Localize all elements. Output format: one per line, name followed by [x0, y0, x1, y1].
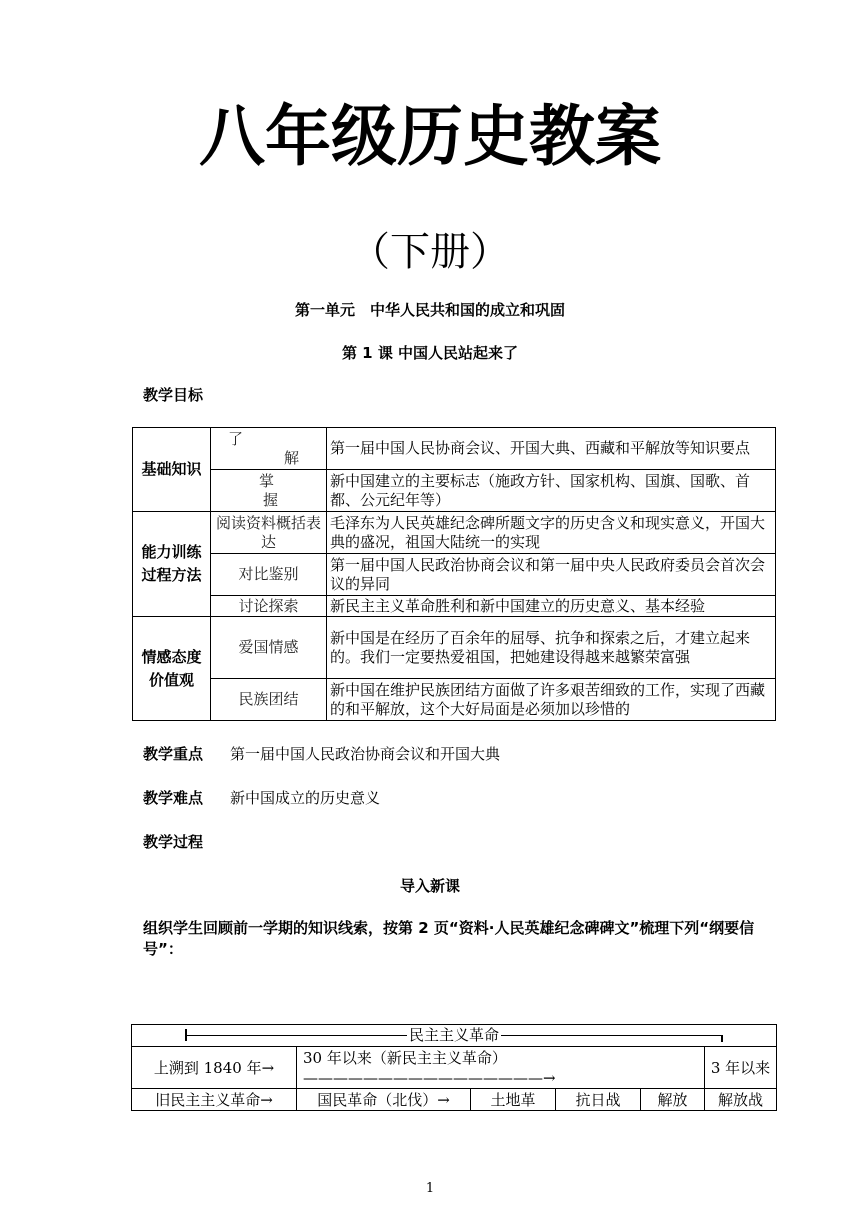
category-basic: 基础知识 [133, 428, 211, 512]
goal-desc: 新民主主义革命胜利和新中国建立的历史意义、基本经验 [327, 596, 776, 617]
timeline-cell: 土地革 [471, 1089, 556, 1111]
intro-heading: 导入新课 [399, 877, 460, 895]
lesson-heading: 第 1 课 中国人民站起来了 [341, 344, 519, 362]
timeline-cell: 解放 [641, 1089, 705, 1111]
category-ability: 能力训练过程方法 [133, 512, 211, 617]
subcategory-master: 掌 握 [211, 470, 327, 512]
category-emotion: 情感态度价值观 [133, 617, 211, 721]
focus-text: 第一届中国人民政治协商会议和开国大典 [230, 745, 501, 763]
timeline-cell: 上溯到 1840 年→ [132, 1047, 297, 1089]
timeline-cell: 国民革命（北伐）→ [297, 1089, 471, 1111]
subcategory-discuss: 讨论探索 [211, 596, 327, 617]
instruction-text: 组织学生回顾前一学期的知识线索，按第 2 页“资料·人民英雄纪念碑碑文”梳理下列“纲要信号”： [143, 919, 755, 958]
subcategory-understand: 了 解 [211, 428, 327, 470]
subcategory-reading: 阅读资料概括表达 [211, 512, 327, 554]
process-label: 教学过程 [143, 833, 204, 851]
focus-label: 教学重点 [143, 745, 204, 763]
timeline-header: 民主主义革命 [409, 1026, 500, 1044]
goals-label: 教学目标 [143, 386, 204, 404]
timeline-cell: 30 年以来（新民主主义革命）————————————————→ [297, 1047, 705, 1089]
difficulty-text: 新中国成立的历史意义 [230, 789, 381, 807]
subcategory-compare: 对比鉴别 [211, 554, 327, 596]
subcategory-unity: 民族团结 [211, 679, 327, 721]
timeline-header-cell [132, 1025, 777, 1047]
timeline-cell: 解放战 [705, 1089, 777, 1111]
page-number: 1 [425, 1181, 435, 1196]
timeline-cell: 抗日战 [556, 1089, 641, 1111]
difficulty-label: 教学难点 [143, 789, 204, 807]
unit-heading: 第一单元 中华人民共和国的成立和巩固 [294, 301, 565, 319]
timeline-cell: 旧民主主义革命→ [132, 1089, 297, 1111]
goal-desc: 第一届中国人民协商会议、开国大典、西藏和平解放等知识要点 [327, 428, 776, 470]
timeline-cell: 3 年以来 [705, 1047, 777, 1089]
page-subtitle: （下册） [350, 229, 510, 275]
goal-desc: 新中国在维护民族团结方面做了许多艰苦细致的工作，实现了西藏的和平解放，这个大好局面是必须加以珍惜的 [327, 679, 776, 721]
goal-desc: 新中国是在经历了百余年的屈辱、抗争和探索之后，才建立起来的。我们一定要热爱祖国，把她建设得越来越繁荣富强 [327, 617, 776, 679]
goal-desc: 新中国建立的主要标志（施政方针、国家机构、国旗、国歌、首都、公元纪年等） [327, 470, 776, 512]
goal-desc: 第一届中国人民政治协商会议和第一届中央人民政府委员会首次会议的异同 [327, 554, 776, 596]
subcategory-patriotism: 爱国情感 [211, 617, 327, 679]
page-title: 八年级历史教案 [199, 98, 661, 175]
goal-desc: 毛泽东为人民英雄纪念碑所题文字的历史含义和现实意义，开国大典的盛况，祖国大陆统一的实现 [327, 512, 776, 554]
goals-table [132, 427, 776, 721]
timeline-table [131, 1024, 777, 1111]
